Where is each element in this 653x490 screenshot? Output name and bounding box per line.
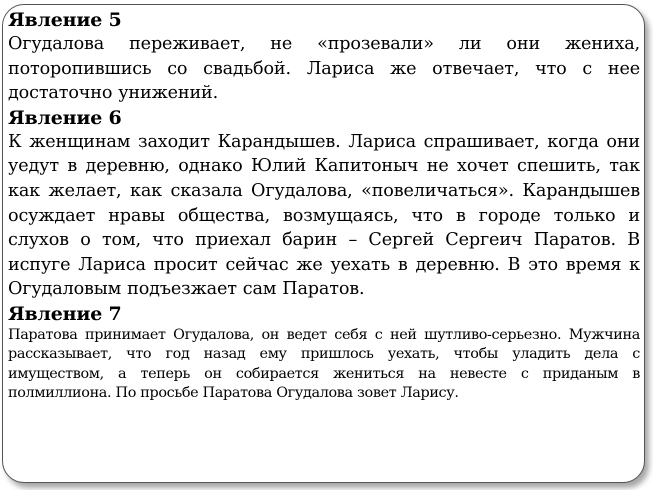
- section-heading-6: Явление 6: [8, 106, 122, 129]
- section-text-5: Огудалова переживает, не «прозевали» ли они жениха, поторопившись со свадьбой. Лариса же отвечает, что с нее достаточно унижений.: [8, 34, 640, 104]
- section-text-7: Паратова принимает Огудалова, он ведет себя с ней шутливо-серьезно. Мужчина рассказывает, что год назад ему пришлось уехать, чтобы уладить дела с имуществом, а теперь он собирается жениться на невесте с приданым в полмиллиона. По просьбе Паратова Огудалова зовет Ларису.: [8, 326, 640, 402]
- document-body: [8, 8, 640, 404]
- section-text-6: К женщинам заходит Карандышев. Лариса спрашивает, когда они уедут в деревню, однако Юлий Капитоныч не хочет спешить, так как желает, как сказала Огудалова, «повеличаться». Карандышев осуждает нравы общества, возмущаясь, что в городе только и слухов о том, что приехал барин – Сергей Сергеич Паратов. В испуге Лариса просит сейчас же уехать в деревню. В это время к Огудаловым подъезжает сам Паратов.: [8, 131, 640, 300]
- slide-card: [2, 4, 645, 483]
- section-heading-7: Явление 7: [8, 302, 122, 325]
- section-heading-5: Явление 5: [8, 9, 122, 31]
